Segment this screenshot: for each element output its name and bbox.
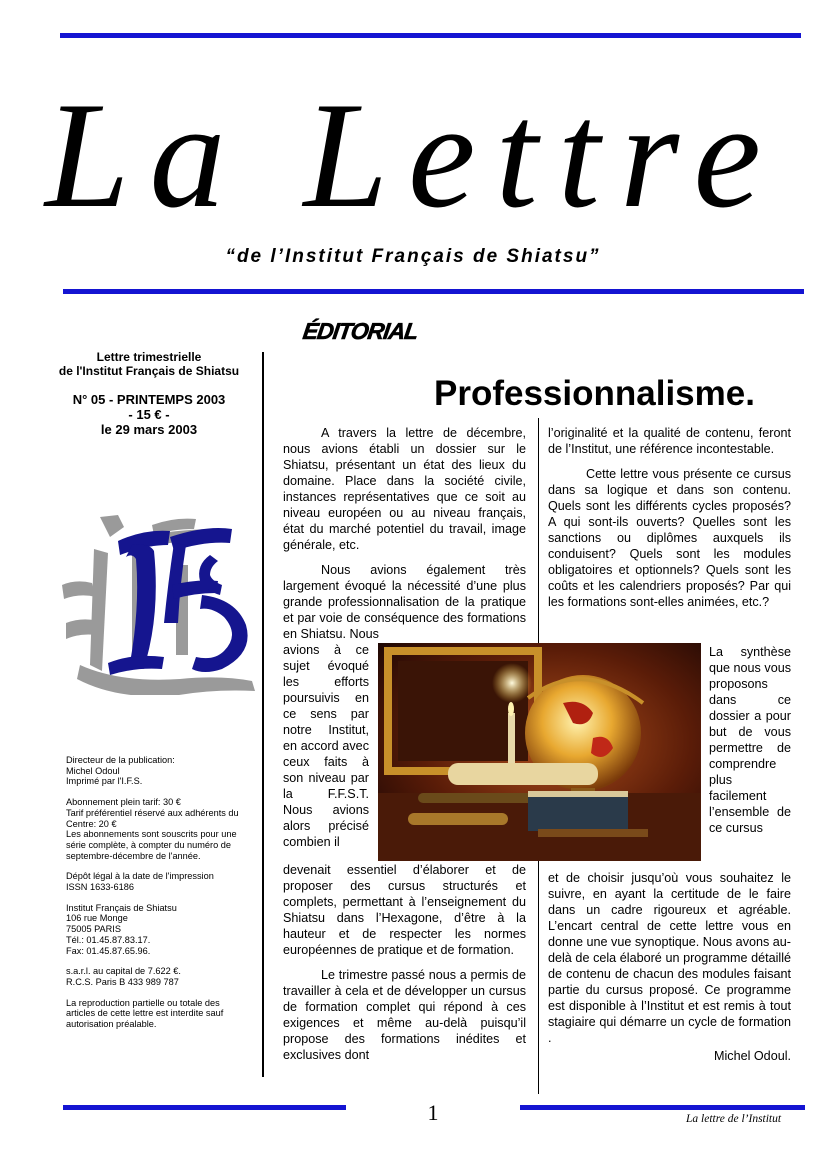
credits-director: Directeur de la publication: Michel Odoul Imprimé par l'I.F.S. xyxy=(66,755,175,787)
paragraph: Le trimestre passé nous a permis de travailler à cela et de développer un cursus de formation complet qui répond à ces exigences et même au-delà puisqu’il propose des formations inédites et exclusives dont xyxy=(283,968,526,1062)
article-column-2-wrap: La synthèse que nous vous proposons dans ce dossier a pour but de vous permettre de comprendre plus facilement l’ensemble de ce cursus xyxy=(709,645,791,835)
credits-subscription: Abonnement plein tarif: 30 € Tarif préférentiel réservé aux adhérents du Centre: 20 € Les abonnements sont souscrits pour une série complète, à compter du numéro de septembre-décembre de l'année. xyxy=(66,797,239,861)
article-column-1-wrap: avions à ce sujet évoqué les efforts poursuivis en ce sens par notre Institut, en accord avec ceux faits à son niveau par la F.F.S.T. Nous avions alors précisé combien il xyxy=(283,643,369,849)
article-column-1-bottom xyxy=(283,862,526,1072)
credits-registration: s.a.r.l. au capital de 7.622 €. R.C.S. Paris B 433 989 787 xyxy=(66,966,181,987)
issue-price: - 15 € - xyxy=(128,407,170,422)
masthead-rule xyxy=(63,289,804,294)
article-column-2-top xyxy=(548,425,791,619)
paragraph: Nous avions également très largement évoqué la nécessité d’une plus grande professionnalisation de la pratique et par voie de conséquence des formations en Shiatsu. Nous xyxy=(283,563,526,641)
issue-info xyxy=(44,350,254,437)
masthead-title: La Lettre xyxy=(45,71,781,239)
signature: Michel Odoul. xyxy=(714,1049,791,1063)
masthead-subtitle: “de l’Institut Français de Shiatsu” xyxy=(225,246,601,267)
paragraph: devenait essentiel d’élaborer et de proposer des cursus structurés et complets, permettant à l’enseignement du Shiatsu dans l’Hexagone, d’être à la hauteur et de respecter les normes européennes de pratique et de formation. xyxy=(283,863,526,957)
section-label: ÉDITORIAL xyxy=(301,318,420,344)
paragraph: l’originalité et la qualité de contenu, feront de l’Institut, une référence incontestable. xyxy=(548,426,791,456)
credits-legal-deposit: Dépôt légal à la date de l'impression ISSN 1633-6186 xyxy=(66,871,214,893)
ifs-logo xyxy=(60,515,255,695)
sidebar-divider xyxy=(262,352,264,1077)
footer-label: La lettre de l’Institut xyxy=(686,1113,782,1125)
issue-number: N° 05 - PRINTEMPS 2003 xyxy=(72,392,226,407)
still-life-painting xyxy=(378,643,701,861)
page-number: 1 xyxy=(427,1100,439,1125)
credits-address: Institut Français de Shiatsu 106 rue Monge 75005 PARIS Tél.: 01.45.87.83.17. Fax: 01.45.87.65.96. xyxy=(66,902,177,956)
paragraph: A travers la lettre de décembre, nous avions établi un dossier sur le Shiatsu, présentant un état des lieux du domaine. Place dans la société civile, instances représentatives que ce soit au niveau européen ou au niveau français, état du marché potentiel du travail, image générale, etc. xyxy=(283,426,526,552)
headline: Professionnalisme. xyxy=(434,374,755,413)
periodicity-line-1: Lettre trimestrielle xyxy=(96,350,202,364)
paragraph: Cette lettre vous présente ce cursus dans sa logique et dans son contenu. Quels sont les différents cycles proposés? A qui sont-ils ouverts? Quelles sont les sanctions ou diplômes auxquels ils conduisent? Quels sont les modules obligatoires et optionnels? Quels sont les coûts et les calendriers proposés? Par qui les formations sont-elles animées, etc.? xyxy=(548,467,791,609)
article-column-2-bottom xyxy=(548,870,791,1073)
article-column-1-top xyxy=(283,425,526,642)
issue-date: le 29 mars 2003 xyxy=(100,422,198,437)
credits-reproduction: La reproduction partielle ou totale des articles de cette lettre est interdite sauf autorisation préalable. xyxy=(66,997,224,1030)
top-rule xyxy=(60,33,801,38)
periodicity-line-2: de l'Institut Français de Shiatsu xyxy=(58,364,240,378)
paragraph: et de choisir jusqu’où vous souhaitez le suivre, en ayant la certitude de le faire dans un cadre rigoureux et agréable. L’encart central de cette lettre vous en donne une vue synoptique. Nous avons au-delà de cela élaboré un programme détaillé de contenu de chacun des modules faisant partie du cursus proposé. Ce programme est disponible à l’Institut et est remis à tout stagiaire qui démarre un cycle de formation . xyxy=(548,871,791,1045)
publication-credits xyxy=(66,755,248,1040)
